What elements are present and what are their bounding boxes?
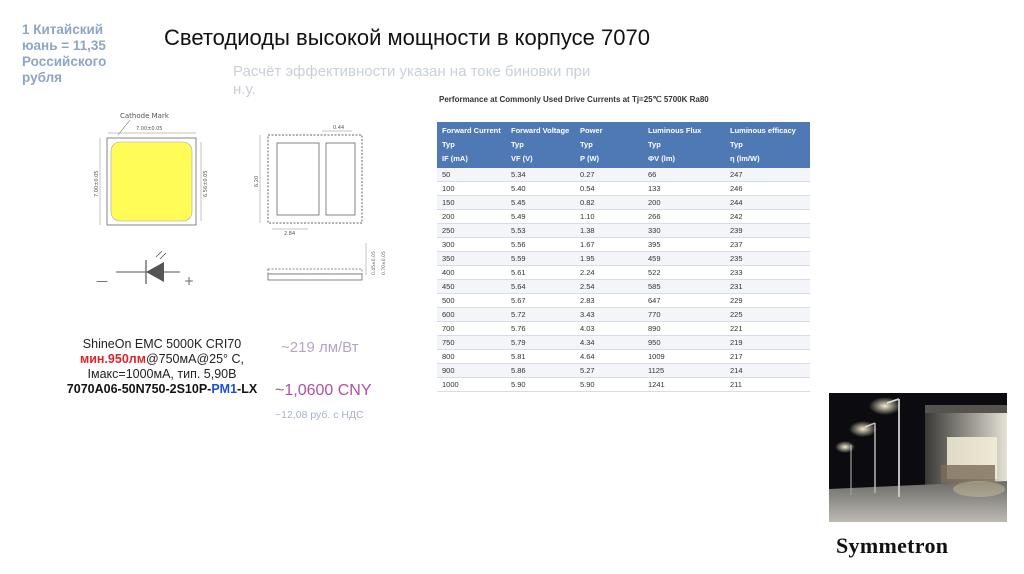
table-cell: 100 bbox=[437, 182, 506, 196]
table-cell: 235 bbox=[725, 252, 810, 266]
table-cell: 5.90 bbox=[575, 378, 643, 392]
table-cell: 266 bbox=[643, 210, 725, 224]
col-header: IF (mA) bbox=[437, 152, 506, 168]
dim-top-width: 7.00±0.05 bbox=[136, 126, 163, 132]
col-header: Forward Voltage bbox=[506, 122, 575, 138]
table-cell: 647 bbox=[643, 294, 725, 308]
table-cell: 5.53 bbox=[506, 224, 575, 238]
col-header: P (W) bbox=[575, 152, 643, 168]
table-cell: 1241 bbox=[643, 378, 725, 392]
table-row bbox=[437, 266, 810, 280]
part-number-bin: PM1 bbox=[211, 382, 238, 396]
table-cell: 400 bbox=[437, 266, 506, 280]
table-cell: 5.64 bbox=[506, 280, 575, 294]
led-side-profile bbox=[268, 243, 387, 280]
dim-total: 0.70±0.05 bbox=[382, 251, 387, 275]
table-cell: 233 bbox=[725, 266, 810, 280]
table-row bbox=[437, 196, 810, 210]
table-row bbox=[437, 252, 810, 266]
table-cell: 1.38 bbox=[575, 224, 643, 238]
table-cell: 1.95 bbox=[575, 252, 643, 266]
table-cell: 5.86 bbox=[506, 364, 575, 378]
min-flux: мин.950лм bbox=[79, 352, 146, 366]
table-caption: Performance at Commonly Used Drive Currents at Tj=25℃ 5700K Ra80 bbox=[439, 95, 709, 104]
table-cell: 4.03 bbox=[575, 322, 643, 336]
col-header: Typ bbox=[506, 138, 575, 152]
col-header: Forward Current bbox=[437, 122, 506, 138]
col-header: Typ bbox=[575, 138, 643, 152]
dim-thin: 0.45±0.05 bbox=[372, 251, 377, 275]
street-light-photo bbox=[829, 393, 1007, 522]
table-cell: 600 bbox=[437, 308, 506, 322]
table-row bbox=[437, 322, 810, 336]
table-cell: 522 bbox=[643, 266, 725, 280]
table-cell: 150 bbox=[437, 196, 506, 210]
table-cell: 242 bbox=[725, 210, 810, 224]
led-pad-layout bbox=[254, 125, 362, 237]
efficacy-value: ~219 лм/Вт bbox=[281, 339, 359, 356]
part-number-suffix: -LX bbox=[237, 382, 258, 396]
plus-sign: + bbox=[184, 274, 195, 288]
table-cell: 5.49 bbox=[506, 210, 575, 224]
table-row bbox=[437, 294, 810, 308]
calculation-note: Расчёт эффективности указан на токе биновки при н.у. bbox=[233, 63, 591, 98]
table-row bbox=[437, 210, 810, 224]
table-row bbox=[437, 308, 810, 322]
led-front-view bbox=[94, 112, 209, 225]
table-cell: 5.81 bbox=[506, 350, 575, 364]
col-header: Typ bbox=[643, 138, 725, 152]
table-cell: 800 bbox=[437, 350, 506, 364]
table-row bbox=[437, 238, 810, 252]
cathode-mark-label: Cathode Mark bbox=[120, 112, 169, 120]
table-cell: 0.54 bbox=[575, 182, 643, 196]
table-cell: 217 bbox=[725, 350, 810, 364]
table-header-row bbox=[437, 152, 810, 168]
table-cell: 2.24 bbox=[575, 266, 643, 280]
col-header: Luminous Flux bbox=[643, 122, 725, 138]
price-cny: ~1,0600 CNY bbox=[275, 382, 372, 399]
dim-inner-height: 6.56±0.05 bbox=[203, 170, 209, 197]
table-cell: 500 bbox=[437, 294, 506, 308]
table-cell: 239 bbox=[725, 224, 810, 238]
table-cell: 1009 bbox=[643, 350, 725, 364]
page-title: Светодиоды высокой мощности в корпусе 7070 bbox=[164, 25, 650, 50]
table-cell: 221 bbox=[725, 322, 810, 336]
table-cell: 300 bbox=[437, 238, 506, 252]
table-cell: 5.27 bbox=[575, 364, 643, 378]
table-cell: 200 bbox=[643, 196, 725, 210]
table-cell: 211 bbox=[725, 378, 810, 392]
product-current-line: Iмакс=1000мА, тип. 5,90В bbox=[87, 367, 237, 381]
table-cell: 219 bbox=[725, 336, 810, 350]
led-emitter-area bbox=[111, 142, 192, 221]
table-cell: 459 bbox=[643, 252, 725, 266]
product-description bbox=[52, 337, 272, 397]
dim-pad-height: 6.20 bbox=[254, 175, 260, 187]
table-cell: 0.27 bbox=[575, 168, 643, 182]
exchange-rate-note: 1 Китайский юань = 11,35 Российского рубля bbox=[22, 22, 107, 85]
table-cell: 5.72 bbox=[506, 308, 575, 322]
table-cell: 2.54 bbox=[575, 280, 643, 294]
table-cell: 5.76 bbox=[506, 322, 575, 336]
table-row bbox=[437, 182, 810, 196]
led-package-drawing bbox=[90, 105, 410, 305]
table-header-row bbox=[437, 138, 810, 152]
table-cell: 5.61 bbox=[506, 266, 575, 280]
table-cell: 395 bbox=[643, 238, 725, 252]
table-cell: 330 bbox=[643, 224, 725, 238]
table-cell: 214 bbox=[725, 364, 810, 378]
table-cell: 1125 bbox=[643, 364, 725, 378]
table-cell: 770 bbox=[643, 308, 725, 322]
col-header: VF (V) bbox=[506, 152, 575, 168]
table-row bbox=[437, 350, 810, 364]
table-cell: 2.83 bbox=[575, 294, 643, 308]
brand-logo: Symmetron bbox=[836, 533, 949, 558]
table-cell: 4.64 bbox=[575, 350, 643, 364]
table-row bbox=[437, 224, 810, 238]
table-cell: 250 bbox=[437, 224, 506, 238]
table-cell: 1.67 bbox=[575, 238, 643, 252]
table-cell: 5.67 bbox=[506, 294, 575, 308]
table-body bbox=[437, 168, 810, 392]
table-cell: 50 bbox=[437, 168, 506, 182]
product-name: ShineOn EMC 5000K CRI70 bbox=[82, 337, 242, 351]
table-row bbox=[437, 364, 810, 378]
price-rub: ~12,08 руб. с НДС bbox=[275, 409, 364, 421]
dim-pad-gap: 0.44 bbox=[333, 125, 345, 131]
table-row bbox=[437, 336, 810, 350]
col-header: Power bbox=[575, 122, 643, 138]
col-header: Typ bbox=[725, 138, 810, 152]
table-cell: 200 bbox=[437, 210, 506, 224]
col-header: Typ bbox=[437, 138, 506, 152]
table-cell: 66 bbox=[643, 168, 725, 182]
table-cell: 5.79 bbox=[506, 336, 575, 350]
col-header: ΦV (lm) bbox=[643, 152, 725, 168]
part-number-prefix: 7070A06-50N750-2S10P- bbox=[66, 382, 212, 396]
table-cell: 900 bbox=[437, 364, 506, 378]
table-cell: 244 bbox=[725, 196, 810, 210]
part-number bbox=[52, 382, 272, 397]
table-cell: 3.43 bbox=[575, 308, 643, 322]
col-header: η (lm/W) bbox=[725, 152, 810, 168]
table-cell: 890 bbox=[643, 322, 725, 336]
table-cell: 247 bbox=[725, 168, 810, 182]
table-cell: 585 bbox=[643, 280, 725, 294]
diode-symbol bbox=[96, 251, 194, 288]
table-cell: 229 bbox=[725, 294, 810, 308]
performance-table bbox=[437, 122, 810, 392]
table-header-row bbox=[437, 122, 810, 138]
table-row bbox=[437, 378, 810, 392]
table-cell: 1000 bbox=[437, 378, 506, 392]
table-row bbox=[437, 168, 810, 182]
table-cell: 5.90 bbox=[506, 378, 575, 392]
table-cell: 700 bbox=[437, 322, 506, 336]
table-row bbox=[437, 280, 810, 294]
minus-sign: — bbox=[96, 274, 108, 288]
table-cell: 5.40 bbox=[506, 182, 575, 196]
table-cell: 133 bbox=[643, 182, 725, 196]
table-cell: 237 bbox=[725, 238, 810, 252]
table-cell: 950 bbox=[643, 336, 725, 350]
product-flux-line bbox=[52, 352, 272, 367]
dim-left-height: 7.00±0.05 bbox=[94, 170, 100, 197]
table-cell: 5.59 bbox=[506, 252, 575, 266]
flux-conditions: @750мА@25° С, bbox=[145, 352, 245, 366]
dim-pad-width: 2.84 bbox=[284, 231, 296, 237]
table-cell: 5.45 bbox=[506, 196, 575, 210]
table-cell: 225 bbox=[725, 308, 810, 322]
table-cell: 350 bbox=[437, 252, 506, 266]
table-cell: 1.10 bbox=[575, 210, 643, 224]
table-cell: 450 bbox=[437, 280, 506, 294]
table-cell: 4.34 bbox=[575, 336, 643, 350]
table-cell: 231 bbox=[725, 280, 810, 294]
col-header: Luminous efficacy bbox=[725, 122, 810, 138]
table-cell: 5.34 bbox=[506, 168, 575, 182]
table-cell: 5.56 bbox=[506, 238, 575, 252]
table-cell: 750 bbox=[437, 336, 506, 350]
table-cell: 246 bbox=[725, 182, 810, 196]
table-cell: 0.82 bbox=[575, 196, 643, 210]
